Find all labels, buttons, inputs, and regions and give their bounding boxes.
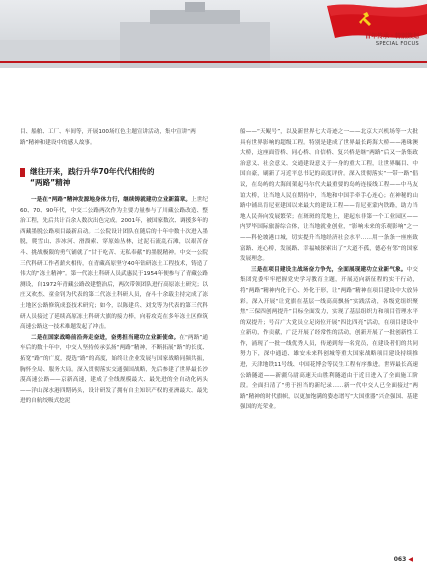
page-arrow-icon: ◀ xyxy=(408,556,413,563)
paragraph xyxy=(240,265,418,413)
paragraph-body: 在“两路”通车后的数十年中，中交人坚持传承弘扬“两路”精神，不断拓展“路”的长度、拓宽“路”的广度，提选“路”的高度，始终让企业发展与国家战略同频共振，胸怀全局、服务大局。深入贯彻落实交通强国战略，先后参建了世界最长沙漠高速公路——京新高速，建成了全线规模最大、最先进的全自动化码头——洋山深水港四期码头，设计研发了拥有自主知识产权的亚洲最大、最先进的自航绞吸式挖泥 xyxy=(20,334,208,405)
left-column xyxy=(20,195,208,407)
paragraph-body: 中交集团党委牢牢把握党史学习教育主题，开展迈向新征程的实干行动，将“两路”精神内化于心、外化于形，让“两路”精神在项目建设中大放异彩。深入开展“让党旗在基层一线高高飘扬”实践活动，各级党组织聚焦“三保四创两提升”目标全面发力，实现了基层组织力和项目管理水平的双提升；号召广大党员立足岗位开展“四比四亮”活动，在项目建设中立新功，作贡献，广泛开展了经常性的活动，创新开展了一批创新性工作，涌现了一批一线优秀人员，传递到每一名党员，在建设者们的共同努力下，深中通道、雄安未来科创城等重大国家战略项目建设持续推进，天津地铁11号线、中国花博会等民生工程有序推进。世界最长高速公路隧道——新疆乌尉高速天山胜利隧道由于近日进入了全面施工阶段。全面扫清了“勇于担当的新纪录……新一代中交人已全面接过“两路”精神的时代旗帜，以更加饱满的姿态谱写“大国重器”兴企强国、基建强国的光荣业。 xyxy=(240,266,418,411)
paragraph xyxy=(20,195,208,333)
paragraph-lead: 二是在国家战略前沿奔走奋进，奋勇担当建功立业新使命。 xyxy=(31,334,180,341)
header-photo xyxy=(0,0,427,68)
page-number: 063 ◀ xyxy=(393,556,413,563)
header-divider xyxy=(0,61,427,63)
heading-line-1: 继往开来，践行升华70年代代相传的 xyxy=(30,167,155,176)
intro-text: 目、船舶、工厂、车间等，开展100场红色主题宣讲活动，集中宣讲“两路”精神和建设中的感人故事。 xyxy=(20,129,196,146)
heading-marker xyxy=(20,168,25,177)
section-heading xyxy=(20,166,208,188)
paragraph-lead: 一是在“两路”精神发源地身体力行，继续铸就建功立业新篇章。 xyxy=(31,197,192,203)
heading-line-2: “两路”精神 xyxy=(30,178,71,187)
paragraph-body: 上世纪60、70、90年代，中交二公路两次作为主要力量参与了川藏公路改造、整治工程，先后共计百余人数次出色完成。2001年，被国家数次、调援多年的西藏墨脱公路项目最新启动。二公院设计团队在随后的十年中数十次进入墨脱，爬雪山、涉冰河、滑溜索、穿原始丛林，过泥石流乱石滩，以艰苦奋斗、挑战极限的勇气铺就了“甘于吃苦、无私奉献”的墨脱精神。中交一公院三代科研工作者薪火相传，在青藏高原坚守40年钻研冻土工程技术，铸造了伟大的“冻土精神”。第一代冻土科研人员武惠民于1954年便参与了青藏公路测设，自1972年青藏公路改建整治后，两次带领团队进行高原冻土研究；以庄又欢杰、童金钊为代表的第二代冻土科研人员，奋斗十余载主持完成了冻土地区公路修筑成套技术研究；如今，以陈建兵、刘戈等为代表的第三代科研人员接过了延续高原冻土科研大旗的接力棒，向着攻克在多年冻土区修筑高速公路这一技术难题发起了冲击。 xyxy=(20,197,208,331)
section-label xyxy=(365,33,419,48)
section-title-cn: 百年传承・特别策划 xyxy=(364,33,419,40)
paragraph-body: 船——“天鲲号”，以及新世界七大奇迹之一——北京大兴机场等一大批具有世界影响的超级工程。特别是建成了世界最长跨海大桥——港珠澳大桥，这座面管桥、同心桥、自信桥、复兴桥是继“两路”后又一条集政治意义、社会意义、交通建设意义于一身的重大工程，让世界瞩目、中国自豪，刷新了习近平总书记的高度评价。深入贯彻落实“一带一路”倡议，在岛屿的大海间架起马尔代夫最重要的岛屿连接线工程——中马友谊大桥，让当地人民在期待中，当地和中国手牵手心连心；在神秘的山路中铺出肯尼亚建国以来最大的建设工程——肯尼亚蒙内铁路，助力当地人民奔向发展繁荣；在斑斑的荒地上，建起东非第一个工业园区——内罗毕国际旅游综合体，让当地就业创业，“影响未来的乐观影响”之一——科伦坡港口城，切实提升当地经济社会水平……用一条条一座座致富路、连心桥，发展路、幸福城探索出了“大道不孤，德必有邻”的国家发展理念。 xyxy=(240,129,418,263)
paragraph xyxy=(20,333,208,407)
right-column xyxy=(240,127,418,413)
section-title-en: SPECIAL FOCUS xyxy=(375,41,419,47)
paragraph xyxy=(240,127,418,265)
paragraph-lead: 三是在项目建设主战场奋力争先，全面展现建功立业新气象。 xyxy=(251,266,407,273)
party-flag-icon xyxy=(307,0,427,58)
